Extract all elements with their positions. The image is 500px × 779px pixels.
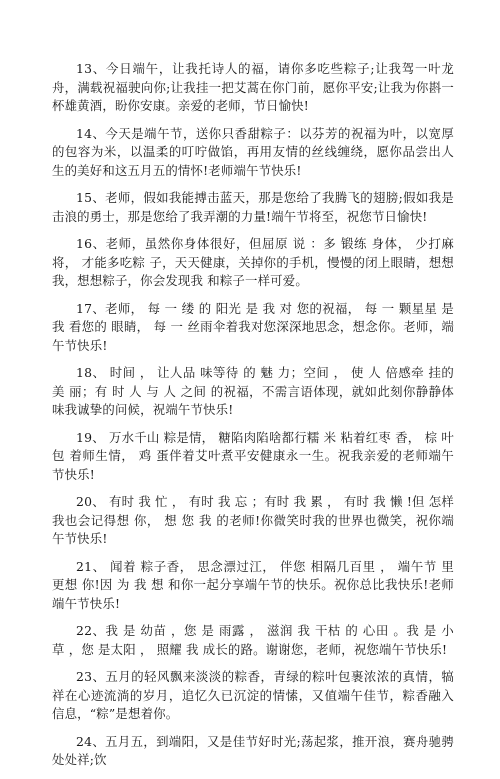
paragraph-24: 24、五月五，到端阳，又是佳节好时光;荡起浆，推开浪，赛舟驰骋处处祥;饮: [52, 733, 454, 767]
paragraph-21: 21、 闻着 粽子香， 思念漂过江， 伴您 相隔几百里 ， 端午节 里 更想 你!因 为 我 想 和你一起分享端午节的快乐。祝你总比我快乐!老师端午节快乐!: [52, 558, 454, 611]
paragraph-16: 16、老师，虽然你身体很好，但屈原 说 ：多 锻练 身体， 少打麻 将， 才能多吃粽 子，天天健康，关掉你的手机，慢慢的闭上眼睛，想想我，想想粽子，你会发现我 和粽子一样可爱。: [52, 236, 454, 288]
paragraph-15: 15、老师，假如我能搏击蓝天，那是您给了我腾飞的翅膀;假如我是击浪的勇士，那是您给了我弄潮的力量!端午节将至，祝您节日愉快!: [52, 190, 454, 224]
paragraph-18: 18、 时间 ， 让人品 味等待 的 魅 力；空间 ， 使 人 倍感牵 挂的美 丽；有 时 人 与 人 之间 的祝福，不需言语体现，就如此刻你静静体味我诚挚的问候，祝端午节快乐!: [52, 365, 454, 417]
paragraph-23: 23、五月的轻风飘来淡淡的粽香，青绿的粽叶包裹浓浓的真情，犒祥在心迹流淌的岁月，追忆久已沉淀的情愫，又值端午佳节，粽香融入信息，“粽”是想着你。: [52, 669, 454, 721]
document-body: [52, 60, 454, 779]
paragraph-13: 13、今日端午，让我托诗人的福，请你多吃些粽子;让我驾一叶龙舟，满载祝福驶向你;让我挂一把艾蒿在你门前，愿你平安;让我为你斟一杯雄黄酒，盼你安康。亲爱的老师，节日愉快!: [52, 61, 454, 113]
paragraph-20: 20、 有时 我 忙 ， 有时 我 忘 ；有时 我 累 ， 有时 我 懒 !但 怎样 我也会记得想 你， 想 您 我 的老师!你微笑时我的世界也微笑，祝你端午节快乐!: [52, 494, 454, 546]
paragraph-14: 14、今天是端午节，送你只香甜粽子：以芬芳的祝福为叶，以宽厚的包容为米，以温柔的叮咛做馅，再用友情的丝线缠绕，愿你品尝出人生的美好和这五月五的情怀!老师端午节快乐!: [52, 125, 454, 178]
paragraph-22: 22、我 是 幼苗 ，您 是 雨露 ， 滋润 我 干枯 的 心田 。我 是 小 草 ，您 是太阳 ， 照耀 我 成长的路。谢谢您，老师，祝您端午节快乐!: [52, 623, 454, 657]
paragraph-19: 19、 万水千山 粽是情， 糖陷肉陷啥都行糯 米 粘着红枣 香， 棕 叶包 着师生情， 鸡 蛋伴着艾叶煮平安健康永一生。祝我亲爱的老师端午节快乐!: [52, 429, 454, 482]
paragraph-17: 17、老师， 每 一 缕 的 阳光 是 我 对 您的祝福， 每 一 颗星星 是 我 看您的 眼睛， 每 一 丝雨伞着我对您深深地思念，想念你。老师，端午节快乐!: [52, 300, 454, 353]
